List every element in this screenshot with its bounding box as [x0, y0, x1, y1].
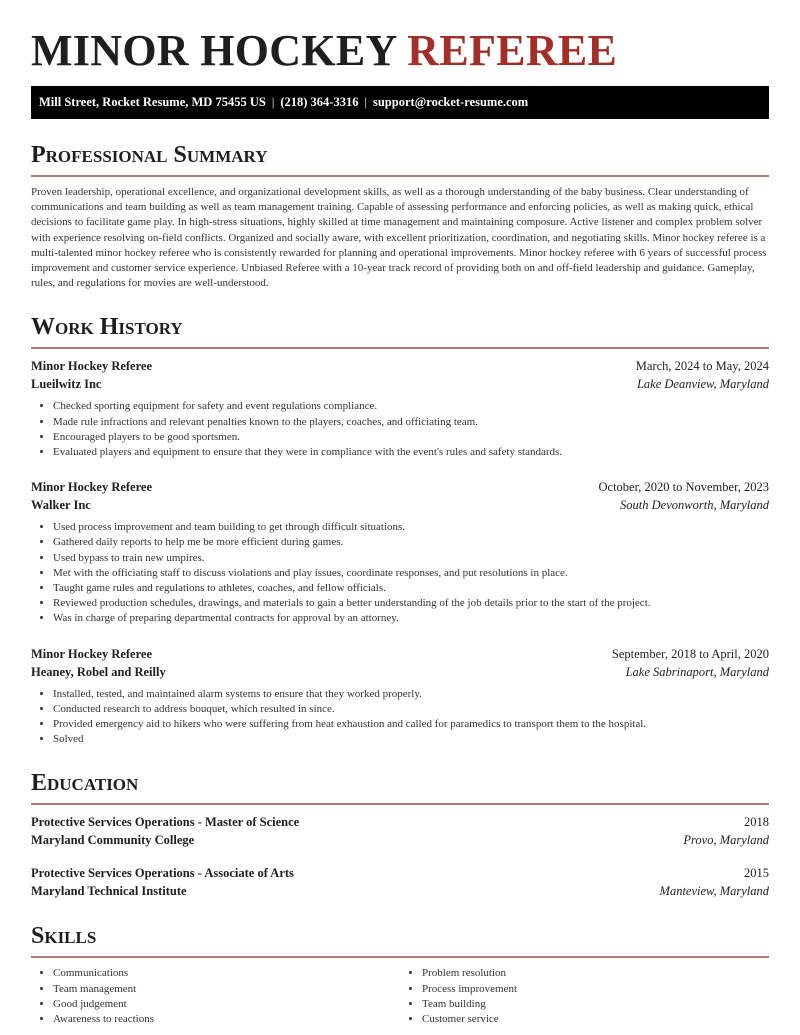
title-main: MINOR HOCKEY	[31, 26, 396, 75]
section-divider	[31, 347, 769, 349]
work-history-list	[31, 357, 769, 747]
education-school-row	[31, 882, 769, 900]
section-divider	[31, 956, 769, 958]
skill-item: • Process improvement	[422, 982, 769, 997]
job-title: Minor Hockey Referee	[31, 480, 153, 495]
job-bullet: • Evaluated players and equipment to ensure that they were in compliance with the event's rules and safety standards.	[53, 445, 769, 460]
job-company-row	[31, 663, 769, 681]
education-location: Manteview, Maryland	[659, 884, 769, 899]
job-bullets	[31, 399, 769, 460]
job-bullet: • Provided emergency aid to hikers who were suffering from heat exhaustion and called for paramedics to transport them to the hospital.	[53, 717, 769, 732]
job-title: Minor Hockey Referee	[31, 646, 153, 661]
job-bullet: • Used process improvement and team building to get through difficult situations.	[53, 520, 769, 535]
job-bullet: • Was in charge of preparing departmental contracts for approval by an attorney.	[53, 611, 769, 626]
job-bullet: • Encouraged players to be good sportsmen.	[53, 430, 769, 445]
education-header-row	[31, 813, 769, 831]
contact-phone: (218) 364-3316	[280, 95, 359, 109]
skill-item: • Team building	[422, 997, 769, 1012]
job-entry	[31, 357, 769, 460]
job-company: Heaney, Robel and Reilly	[31, 664, 166, 679]
job-bullet: • Taught game rules and regulations to athletes, coaches, and fellow officials.	[53, 581, 769, 596]
job-bullet: • Met with the officiating staff to discuss violations and play issues, coordinate responses, and put resolutions in place.	[53, 566, 769, 581]
skill-item: • Problem resolution	[422, 966, 769, 981]
education-degree: Protective Services Operations - Master of Science	[31, 815, 300, 830]
job-company: Lueilwitz Inc	[31, 377, 102, 392]
job-location: Lake Deanview, Maryland	[636, 377, 769, 392]
section-divider	[31, 175, 769, 177]
job-dates: September, 2018 to April, 2020	[611, 646, 769, 661]
education-location: Provo, Maryland	[683, 833, 769, 848]
job-bullets	[31, 687, 769, 748]
education-header-row	[31, 864, 769, 882]
job-dates: March, 2024 to May, 2024	[635, 359, 769, 374]
job-header-row	[31, 478, 769, 496]
education-list	[31, 813, 769, 900]
section-divider	[31, 803, 769, 805]
separator: |	[364, 95, 367, 109]
skill-item: • Awareness to reactions	[53, 1012, 400, 1027]
contact-address: Mill Street, Rocket Resume, MD 75455 US	[39, 95, 266, 109]
job-bullet: • Used bypass to train new umpires.	[53, 551, 769, 566]
summary-text: Proven leadership, operational excellence, and organizational development skills, as well as a thorough understanding of the baby business. Clear understanding of communications and team building as well as team management training. Capable of assessing performance and enforcing policies, as well as making quick, ethical decisions to facilitate game play. In high-stress situations, highly skilled at time management and maintaining composure. Active listener and complex problem solver with experience resolving on-field conflicts. Organized and socially aware, with excellent prioritization, coordination, and negotiating skills. Minor hockey referee is a multi-talented minor hockey referee who is consistently rewarded for planning and operational improvements. Minor hockey referee with 6 years of successful process improvement and customer service experience. Unbiased Referee with a 10-year track record of providing both on and off-field leadership and guidance. Gameplay, rules, and regulations for movies are well-understood.	[31, 186, 767, 290]
job-company-row	[31, 496, 769, 514]
skills-heading: Skills	[31, 923, 97, 950]
title-accent: REFEREE	[407, 26, 618, 75]
education-year: 2018	[744, 815, 769, 830]
education-entry	[31, 813, 769, 849]
job-header-row	[31, 645, 769, 663]
job-bullets	[31, 520, 769, 626]
job-title: Minor Hockey Referee	[31, 359, 153, 374]
skills-column-left	[31, 966, 400, 1027]
skills-column-right	[400, 966, 769, 1027]
education-degree: Protective Services Operations - Associate of Arts	[31, 866, 294, 881]
job-bullet: • Reviewed production schedules, drawings, and materials to gain a better understanding of the job details prior to the start of the project.	[53, 596, 769, 611]
job-location: South Devonworth, Maryland	[620, 498, 769, 513]
education-school: Maryland Technical Institute	[31, 884, 187, 899]
resume-title	[31, 26, 769, 76]
skill-item: • Team management	[53, 982, 400, 997]
job-bullet: • Installed, tested, and maintained alarm systems to ensure that they worked properly.	[53, 687, 769, 702]
job-company-row	[31, 375, 769, 393]
contact-bar	[31, 86, 769, 119]
job-entry	[31, 478, 769, 626]
work-history-heading: Work History	[31, 314, 183, 341]
skill-item: • Communications	[53, 966, 400, 981]
job-company: Walker Inc	[31, 498, 91, 513]
education-entry	[31, 864, 769, 900]
job-bullet: • Made rule infractions and relevant penalties known to the players, coaches, and officiating team.	[53, 415, 769, 430]
job-entry	[31, 645, 769, 748]
education-school: Maryland Community College	[31, 833, 195, 848]
summary-heading: Professional Summary	[31, 142, 268, 168]
education-year: 2015	[744, 866, 769, 881]
job-header-row	[31, 357, 769, 375]
job-location: Lake Sabrinaport, Maryland	[625, 664, 769, 679]
job-bullet: • Solved	[53, 732, 769, 747]
education-heading: Education	[31, 770, 139, 797]
job-bullet: • Conducted research to address bouquet, which resulted in since.	[53, 702, 769, 717]
skill-item: • Good judgement	[53, 997, 400, 1012]
job-bullet: • Checked sporting equipment for safety and event regulations compliance.	[53, 399, 769, 414]
skills-list	[31, 966, 769, 1027]
education-school-row	[31, 831, 769, 849]
job-bullet: • Gathered daily reports to help me be more efficient during games.	[53, 535, 769, 550]
separator: |	[271, 95, 275, 109]
skill-item: • Customer service	[422, 1012, 769, 1027]
contact-email[interactable]: support@rocket-resume.com	[372, 95, 529, 109]
job-dates: October, 2020 to November, 2023	[598, 480, 769, 495]
